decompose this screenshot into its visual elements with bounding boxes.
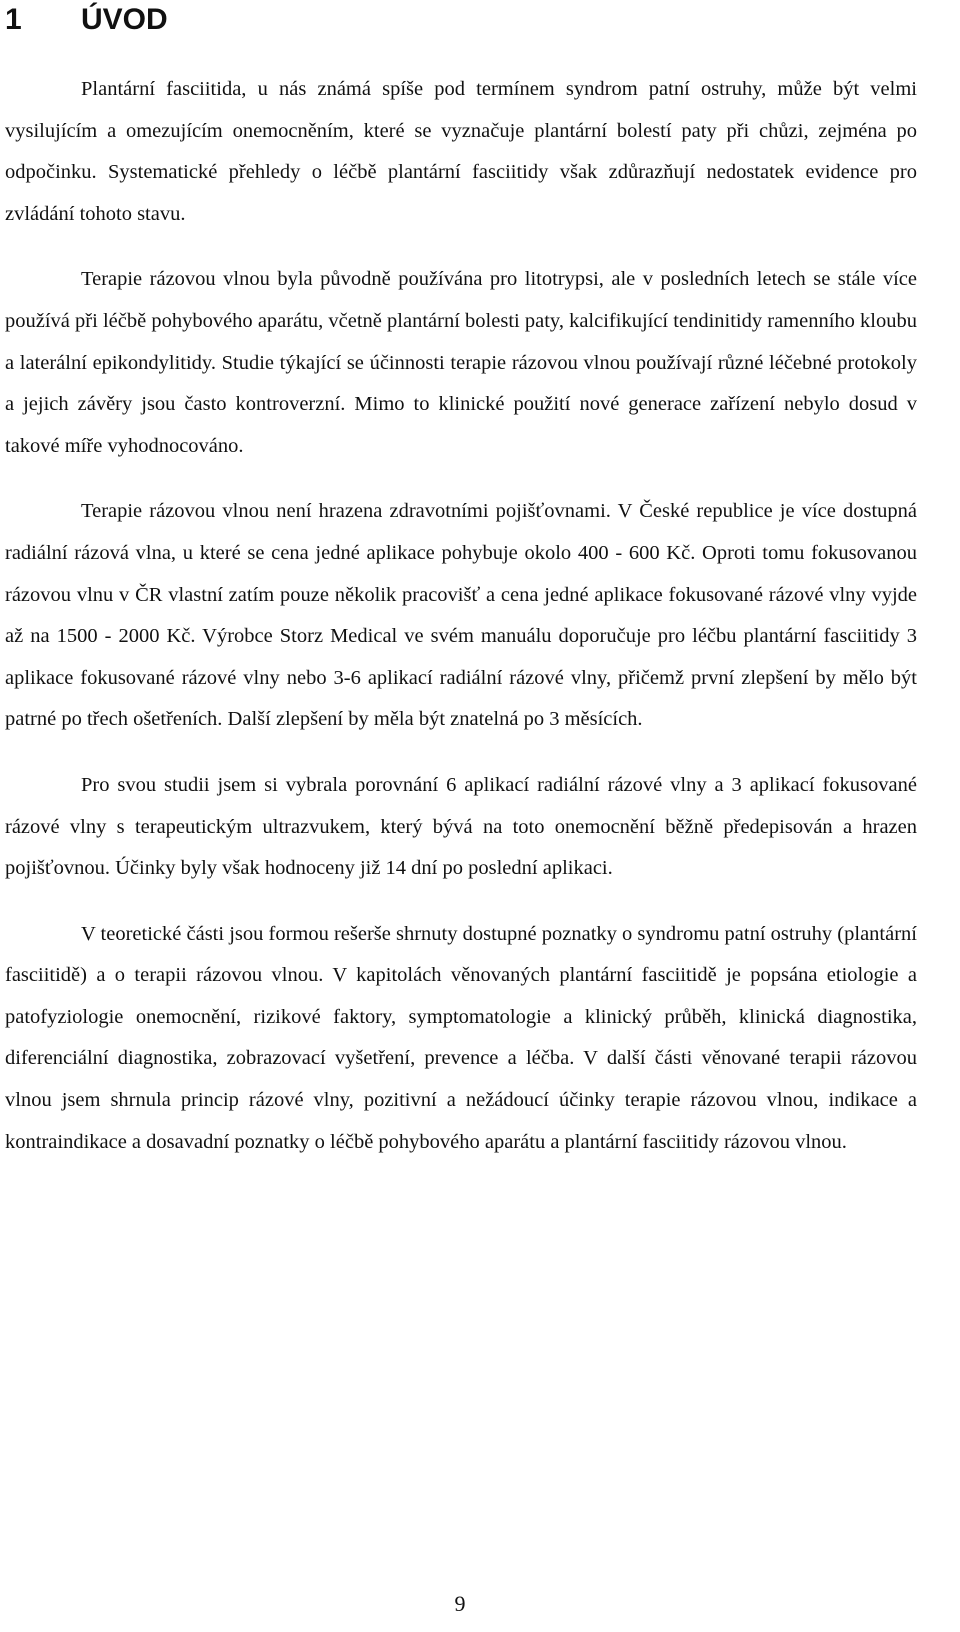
paragraph-3: Terapie rázovou vlnou není hrazena zdravotními pojišťovnami. V České republice je více dostupná radiální rázová vlna, u které se cena jedné aplikace pohybuje okolo 400 - 600 Kč. Oproti tomu fokusovanou rázovou vlnu v ČR vlastní zatím pouze několik pracovišť a cena jedné aplikace fokusované rázové vlny vyjde až na 1500 - 2000 Kč. Výrobce Storz Medical ve svém manuálu doporučuje pro léčbu plantární fasciitidy 3 aplikace fokusované rázové vlny nebo 3-6 aplikací radiální rázové vlny, přičemž první zlepšení by mělo být patrné po třech ošetřeních. Další zlepšení by měla být znatelná po 3 měsících. — [5, 500, 917, 731]
chapter-number: 1 — [5, 3, 22, 36]
chapter-heading — [5, 0, 168, 40]
paragraph-4: Pro svou studii jsem si vybrala porovnání 6 aplikací radiální rázové vlny a 3 aplikací fokusované rázové vlny s terapeutickým ultrazvukem, který bývá na toto onemocnění běžně předepisován a hrazen pojišťovnou. Účinky byly však hodnoceny již 14 dní po poslední aplikaci. — [5, 773, 917, 880]
paragraph-5: V teoretické části jsou formou rešerše shrnuty dostupné poznatky o syndromu patní ostruhy (plantární fasciitidě) a o terapii rázovou vlnou. V kapitolách věnovaných plantární fasciitidě je popsána etiologie a patofyziologie onemocnění, rizikové faktory, symptomatologie a klinický průběh, klinická diagnostika, diferenciální diagnostika, zobrazovací vyšetření, prevence a léčba. V další části věnované terapii rázovou vlnou jsem shrnula princip rázové vlny, pozitivní a nežádoucí účinky terapie rázovou vlnou, indikace a kontraindikace a dosavadní poznatky o léčbě pohybového aparátu a plantární fasciitidy rázovou vlnou. — [5, 922, 917, 1153]
chapter-title: ÚVOD — [81, 3, 168, 36]
paragraph-1: Plantární fasciitida, u nás známá spíše pod termínem syndrom patní ostruhy, může být velmi vysilujícím a omezujícím onemocněním, které se vyznačuje plantární bolestí paty při chůzi, zejména po odpočinku. Systematické přehledy o léčbě plantární fasciitidy však zdůrazňují nedostatek evidence pro zvládání tohoto stavu. — [5, 78, 917, 225]
document-body — [5, 69, 917, 1163]
page-number: 9 — [454, 1591, 466, 1616]
paragraph-2: Terapie rázovou vlnou byla původně používána pro litotrypsi, ale v posledních letech se stále více používá při léčbě pohybového aparátu, včetně plantární bolesti paty, kalcifikující tendinitidy ramenního kloubu a laterální epikondylitidy. Studie týkající se účinnosti terapie rázovou vlnou používají různé léčebné protokoly a jejich závěry jsou často kontroverzní. Mimo to klinické použití nové generace zařízení nebylo dosud v takové míře vyhodnocováno. — [5, 268, 917, 457]
